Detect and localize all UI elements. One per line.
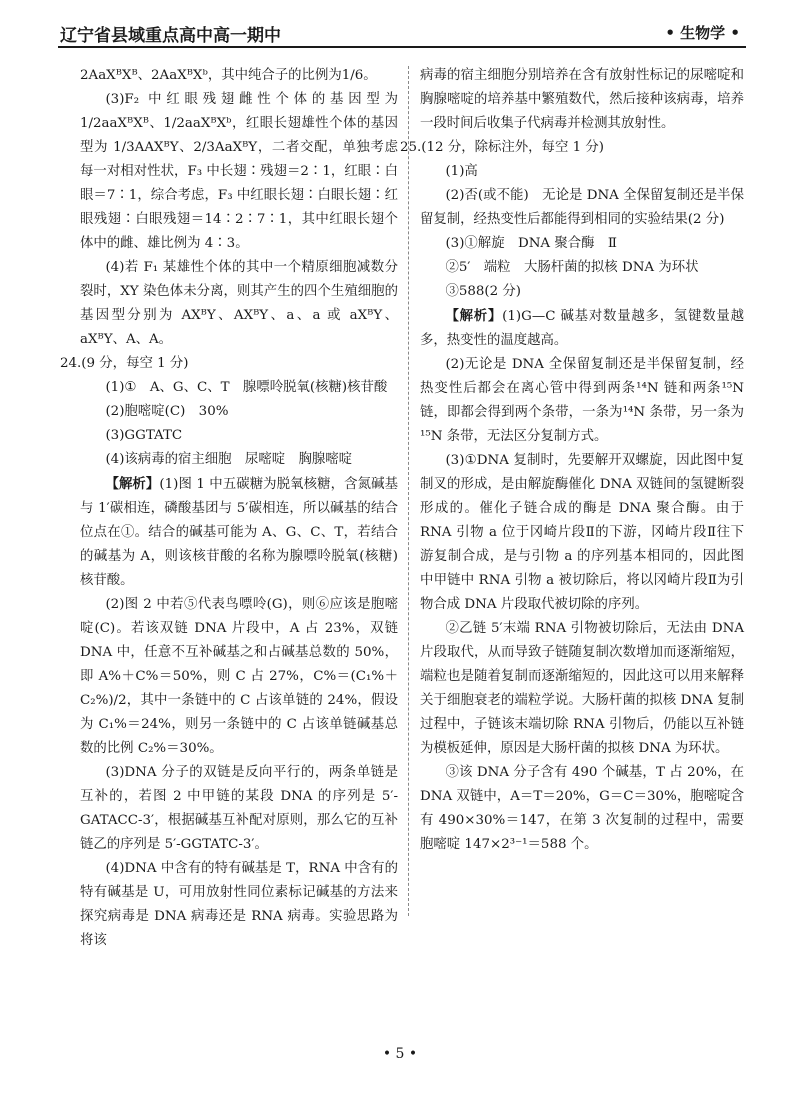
paragraph-text: (3)①解旋 DNA 聚合酶 Ⅱ [445,236,618,251]
paragraph-text: (2)否(或不能) 无论是 DNA 全保留复制还是半保留复制，经热变性后都能得到相同的实验结果(2 分) [420,188,744,227]
paragraph [420,184,744,232]
page-number: • 5 • [382,1046,418,1062]
subject-label: • 生物学 • [665,24,740,42]
paragraph [80,400,398,424]
paragraph-text: (4)DNA 中含有的特有碱基是 T，RNA 中含有的特有碱基是 U，可用放射性同位素标记碱基的方法来探究病毒是 DNA 病毒还是 RNA 病毒。实验思路为将该 [80,861,398,948]
paragraph-text: 25.(12 分，除标注外，每空 1 分) [400,140,604,155]
paragraph-text: ③588(2 分) [445,284,522,299]
paragraph-text: ②乙链 5′末端 RNA 引物被切除后，无法由 DNA 片段取代，从而导致子链随复制次数增加而逐渐缩短，端粒也是随着复制而逐渐缩短的，因此这可以用来解释关于细胞衰老的端粒学说。大肠杆菌的拟核 DNA 复制过程中，子链该末端切除 RNA 引物后，仍能以互补链为模板延伸，原因是大肠杆菌的拟核 DNA 为环状。 [420,621,744,756]
left-column [60,64,399,948]
paragraph-text: (3)F₂ 中红眼残翅雌性个体的基因型为 1/2aaXᴮXᴮ、1/2aaXᴮXᵇ，红眼长翅雄性个体的基因型为 1/3AAXᴮY、2/3AaXᴮY，二者交配，单独考虑每一对相对性状，F₃ 中长翅∶残翅＝2∶1，红眼∶白眼＝7∶1，综合考虑，F₃ 中红眼长翅∶白眼长翅∶红眼残翅∶白眼残翅＝14∶2∶7∶1，其中红眼长翅个体中的雌、雄比例为 4∶3。 [80,92,398,251]
paragraph [400,136,744,160]
paragraph-text: (4)若 F₁ 某雄性个体的其中一个精原细胞减数分裂时，XY 染色体未分离，则其产生的四个生殖细胞的基因型分别为 AXᴮY、AXᴮY、a、a 或 aXᴮY、aXᴮY、A、A。 [80,260,398,347]
paragraph-text: (3)①DNA 复制时，先要解开双螺旋，因此图中复制叉的形成，是由解旋酶催化 DNA 双链间的氢键断裂形成的。催化子链合成的酶是 DNA 聚合酶。由于 RNA 引物 a 位于冈崎片段Ⅱ的下游，冈崎片段Ⅱ往下游复制合成，是与引物 a 的序列基本相同的，因此图中甲链中 RNA 引物 a 被切除后，将以冈崎片段Ⅱ为引物合成 DNA 片段取代被切除的序列。 [420,453,744,612]
paragraph [80,857,398,953]
paragraph-text: (1)G—C 碱基对数量越多，氢键数量越多，热变性的温度越高。 [420,309,744,348]
paragraph-text: (3)GGTATC [105,428,183,443]
paragraph [420,449,744,617]
exam-title: 辽宁省县域重点高中高一期中 [60,26,281,46]
analysis-label: 【解析】 [105,476,160,492]
paragraph [80,593,398,761]
paragraph [80,64,398,88]
paragraph-text: (1)图 1 中五碳糖为脱氧核糖，含氮碱基与 1′碳相连，磷酸基团与 5′碳相连，所以碱基的结合位点在①。结合的碱基可能为 A、G、C、T，若结合的碱基为 A，则该核苷酸的名称为腺嘌呤脱氧(核糖)核苷酸。 [80,477,399,588]
paragraph [420,280,744,304]
paragraph-text: (3)DNA 分子的双链是反向平行的，两条单链是互补的，若图 2 中甲链的某段 DNA 的序列是 5′-GATACC-3′，根据碱基互补配对原则，那么它的互补链乙的序列是 5′-GGTATC-3′。 [80,765,398,852]
paragraph-text: 24.(9 分，每空 1 分) [60,356,189,371]
page-header [58,18,746,48]
paragraph-text: ②5′ 端粒 大肠杆菌的拟核 DNA 为环状 [445,260,699,275]
paragraph [420,64,744,136]
paragraph [420,256,744,280]
paragraph [80,88,398,256]
paragraph [420,761,744,857]
paragraph [80,448,398,472]
paragraph [420,353,744,449]
paragraph [80,472,398,593]
paragraph-text: (1)① A、G、C、T 腺嘌呤脱氧(核糖)核苷酸 [105,380,388,395]
paragraph [60,352,398,376]
paragraph [80,256,398,352]
paragraph-text: (2)图 2 中若⑤代表鸟嘌呤(G)，则⑥应该是胞嘧啶(C)。若该双链 DNA 片段中，A 占 23%，双链 DNA 中，任意不互补碱基之和占碱基总数的 50%，即 A%＋C%＝50%，则 C 占 27%，C%＝(C₁%＋C₂%)/2，其中一条链中的 C 占该单链的 24%，假设为 C₁%＝24%，则另一条链中的 C 占该单链碱基总数的比例 C₂%＝30%。 [80,597,398,756]
paragraph [80,761,398,857]
paragraph-text: ③该 DNA 分子含有 490 个碱基，T 占 20%，在 DNA 双链中，A＝T＝20%，G＝C＝30%，胞嘧啶含有 490×30%＝147，在第 3 次复制的过程中，需要胞嘧啶 147×2³⁻¹＝588 个。 [420,765,744,852]
paragraph [420,617,744,761]
paragraph [80,424,398,448]
paragraph-text: (2)胞嘧啶(C) 30% [105,404,229,419]
paragraph [80,376,398,400]
right-column [400,64,744,924]
paragraph [420,160,744,184]
paragraph-text: (4)该病毒的宿主细胞 尿嘧啶 胸腺嘧啶 [105,452,353,467]
paragraph-text: (2)无论是 DNA 全保留复制还是半保留复制，经热变性后都会在离心管中得到两条¹⁴N 链和两条¹⁵N 链，即都会得到两个条带，一条为¹⁴N 条带，另一条为¹⁵N 条带，无法区分复制方式。 [420,357,744,444]
paragraph [420,232,744,256]
analysis-label: 【解析】 [445,308,503,324]
paragraph-text: 2AaXᴮXᴮ、2AaXᴮXᵇ，其中纯合子的比例为1/6。 [80,68,377,83]
paragraph [420,304,744,353]
paragraph-text: (1)高 [445,164,478,179]
paragraph-text: 病毒的宿主细胞分别培养在含有放射性标记的尿嘧啶和胸腺嘧啶的培养基中繁殖数代，然后接种该病毒，培养一段时间后收集子代病毒并检测其放射性。 [420,68,744,131]
column-divider [408,66,409,916]
